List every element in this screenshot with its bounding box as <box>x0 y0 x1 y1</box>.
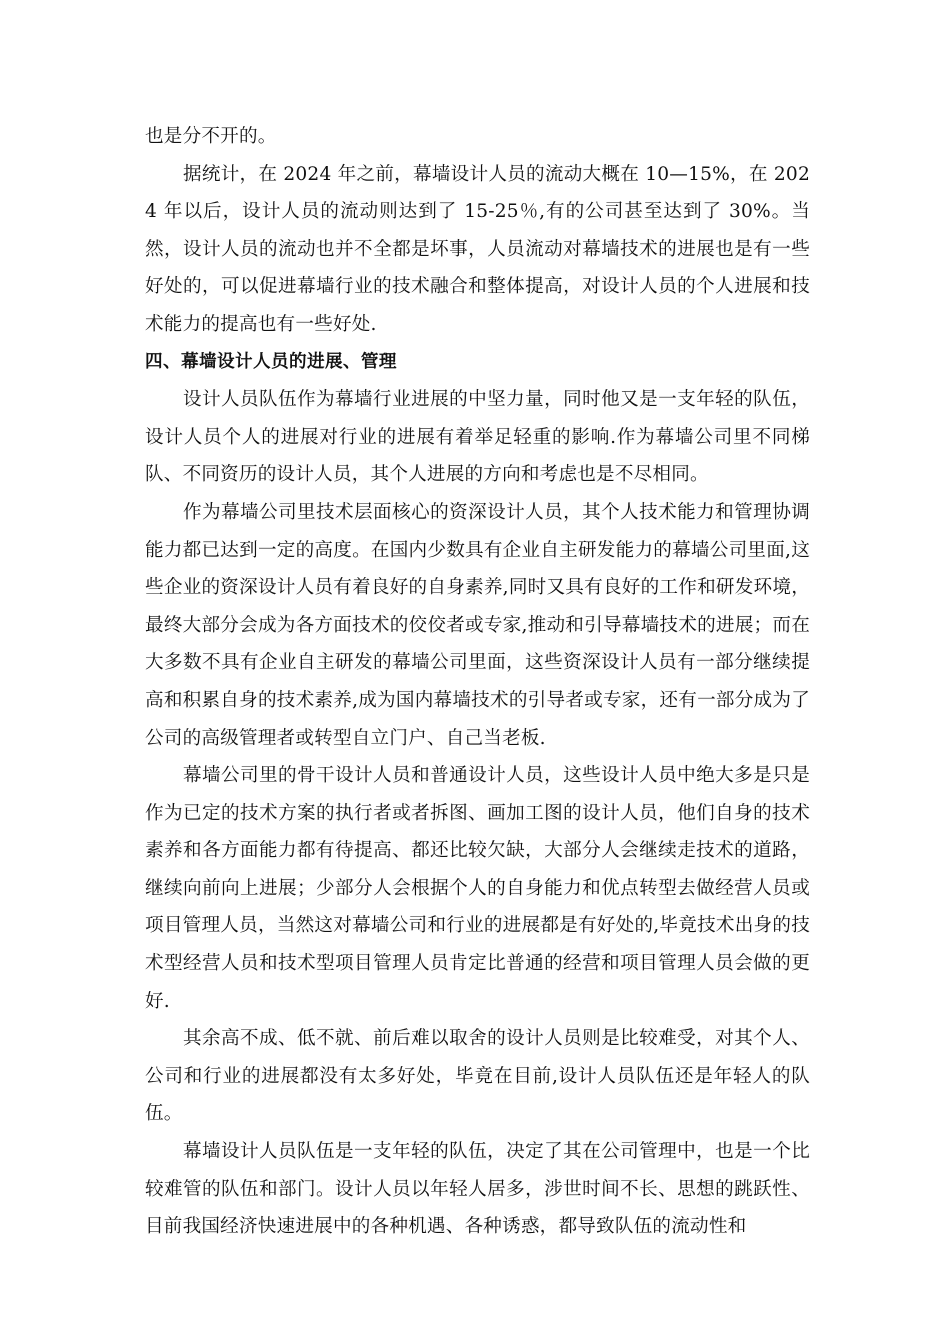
paragraph-core-designers: 幕墙公司里的骨干设计人员和普通设计人员，这些设计人员中绝大多是只是作为已定的技术方案的执行者或者拆图、画加工图的设计人员，他们自身的技术素养和各方面能力都有待提高、都还比较欠缺，大部分人会继续走技术的道路，继续向前向上进展；少部分人会根据个人的自身能力和优点转型去做经营人员或项目管理人员，当然这对幕墙公司和行业的进展都是有好处的,毕竟技术出身的技术型经营人员和技术型项目管理人员肯定比普通的经营和项目管理人员会做的更好. <box>145 765 810 1012</box>
paragraph-statistics: 据统计，在 2024 年之前，幕墙设计人员的流动大概在 10—15%，在 2024 年以后，设计人员的流动则达到了 15-25％,有的公司甚至达到了 30%。当然，设计人员的流动也并不全都是坏事，人员流动对幕墙技术的进展也是有一些好处的，可以促进幕墙行业的技术融合和整体提高，对设计人员的个人进展和技术能力的提高也有一些好处. <box>145 163 810 335</box>
section-heading: 四、幕墙设计人员的进展、管理 <box>145 351 397 372</box>
paragraph-continuation: 也是分不开的。 <box>145 126 277 147</box>
paragraph-team-role: 设计人员队伍作为幕墙行业进展的中坚力量，同时他又是一支年轻的队伍，设计人员个人的进展对行业的进展有着举足轻重的影响.作为幕墙公司里不同梯队、不同资历的设计人员，其个人进展的方向和考虑也是不尽相同。 <box>145 389 810 486</box>
document-page <box>145 118 810 1246</box>
paragraph-other-designers: 其余高不成、低不就、前后难以取舍的设计人员则是比较难受，对其个人、公司和行业的进展都没有太多好处，毕竟在目前,设计人员队伍还是年轻人的队伍。 <box>145 1028 810 1125</box>
paragraph-senior-designers: 作为幕墙公司里技术层面核心的资深设计人员，其个人技术能力和管理协调能力都已达到一定的高度。在国内少数具有企业自主研发能力的幕墙公司里面,这些企业的资深设计人员有着良好的自身素养,同时又具有良好的工作和研发环境，最终大部分会成为各方面技术的佼佼者或专家,推动和引导幕墙技术的进展；而在大多数不具有企业自主研发的幕墙公司里面，这些资深设计人员有一部分继续提高和积累自身的技术素养,成为国内幕墙技术的引导者或专家，还有一部分成为了公司的高级管理者或转型自立门户、自己当老板. <box>145 501 810 749</box>
paragraph-management: 幕墙设计人员队伍是一支年轻的队伍，决定了其在公司管理中，也是一个比较难管的队伍和部门。设计人员以年轻人居多，涉世时间不长、思想的跳跃性、目前我国经济快速进展中的各种机遇、各种诱惑，都导致队伍的流动性和 <box>145 1141 810 1238</box>
